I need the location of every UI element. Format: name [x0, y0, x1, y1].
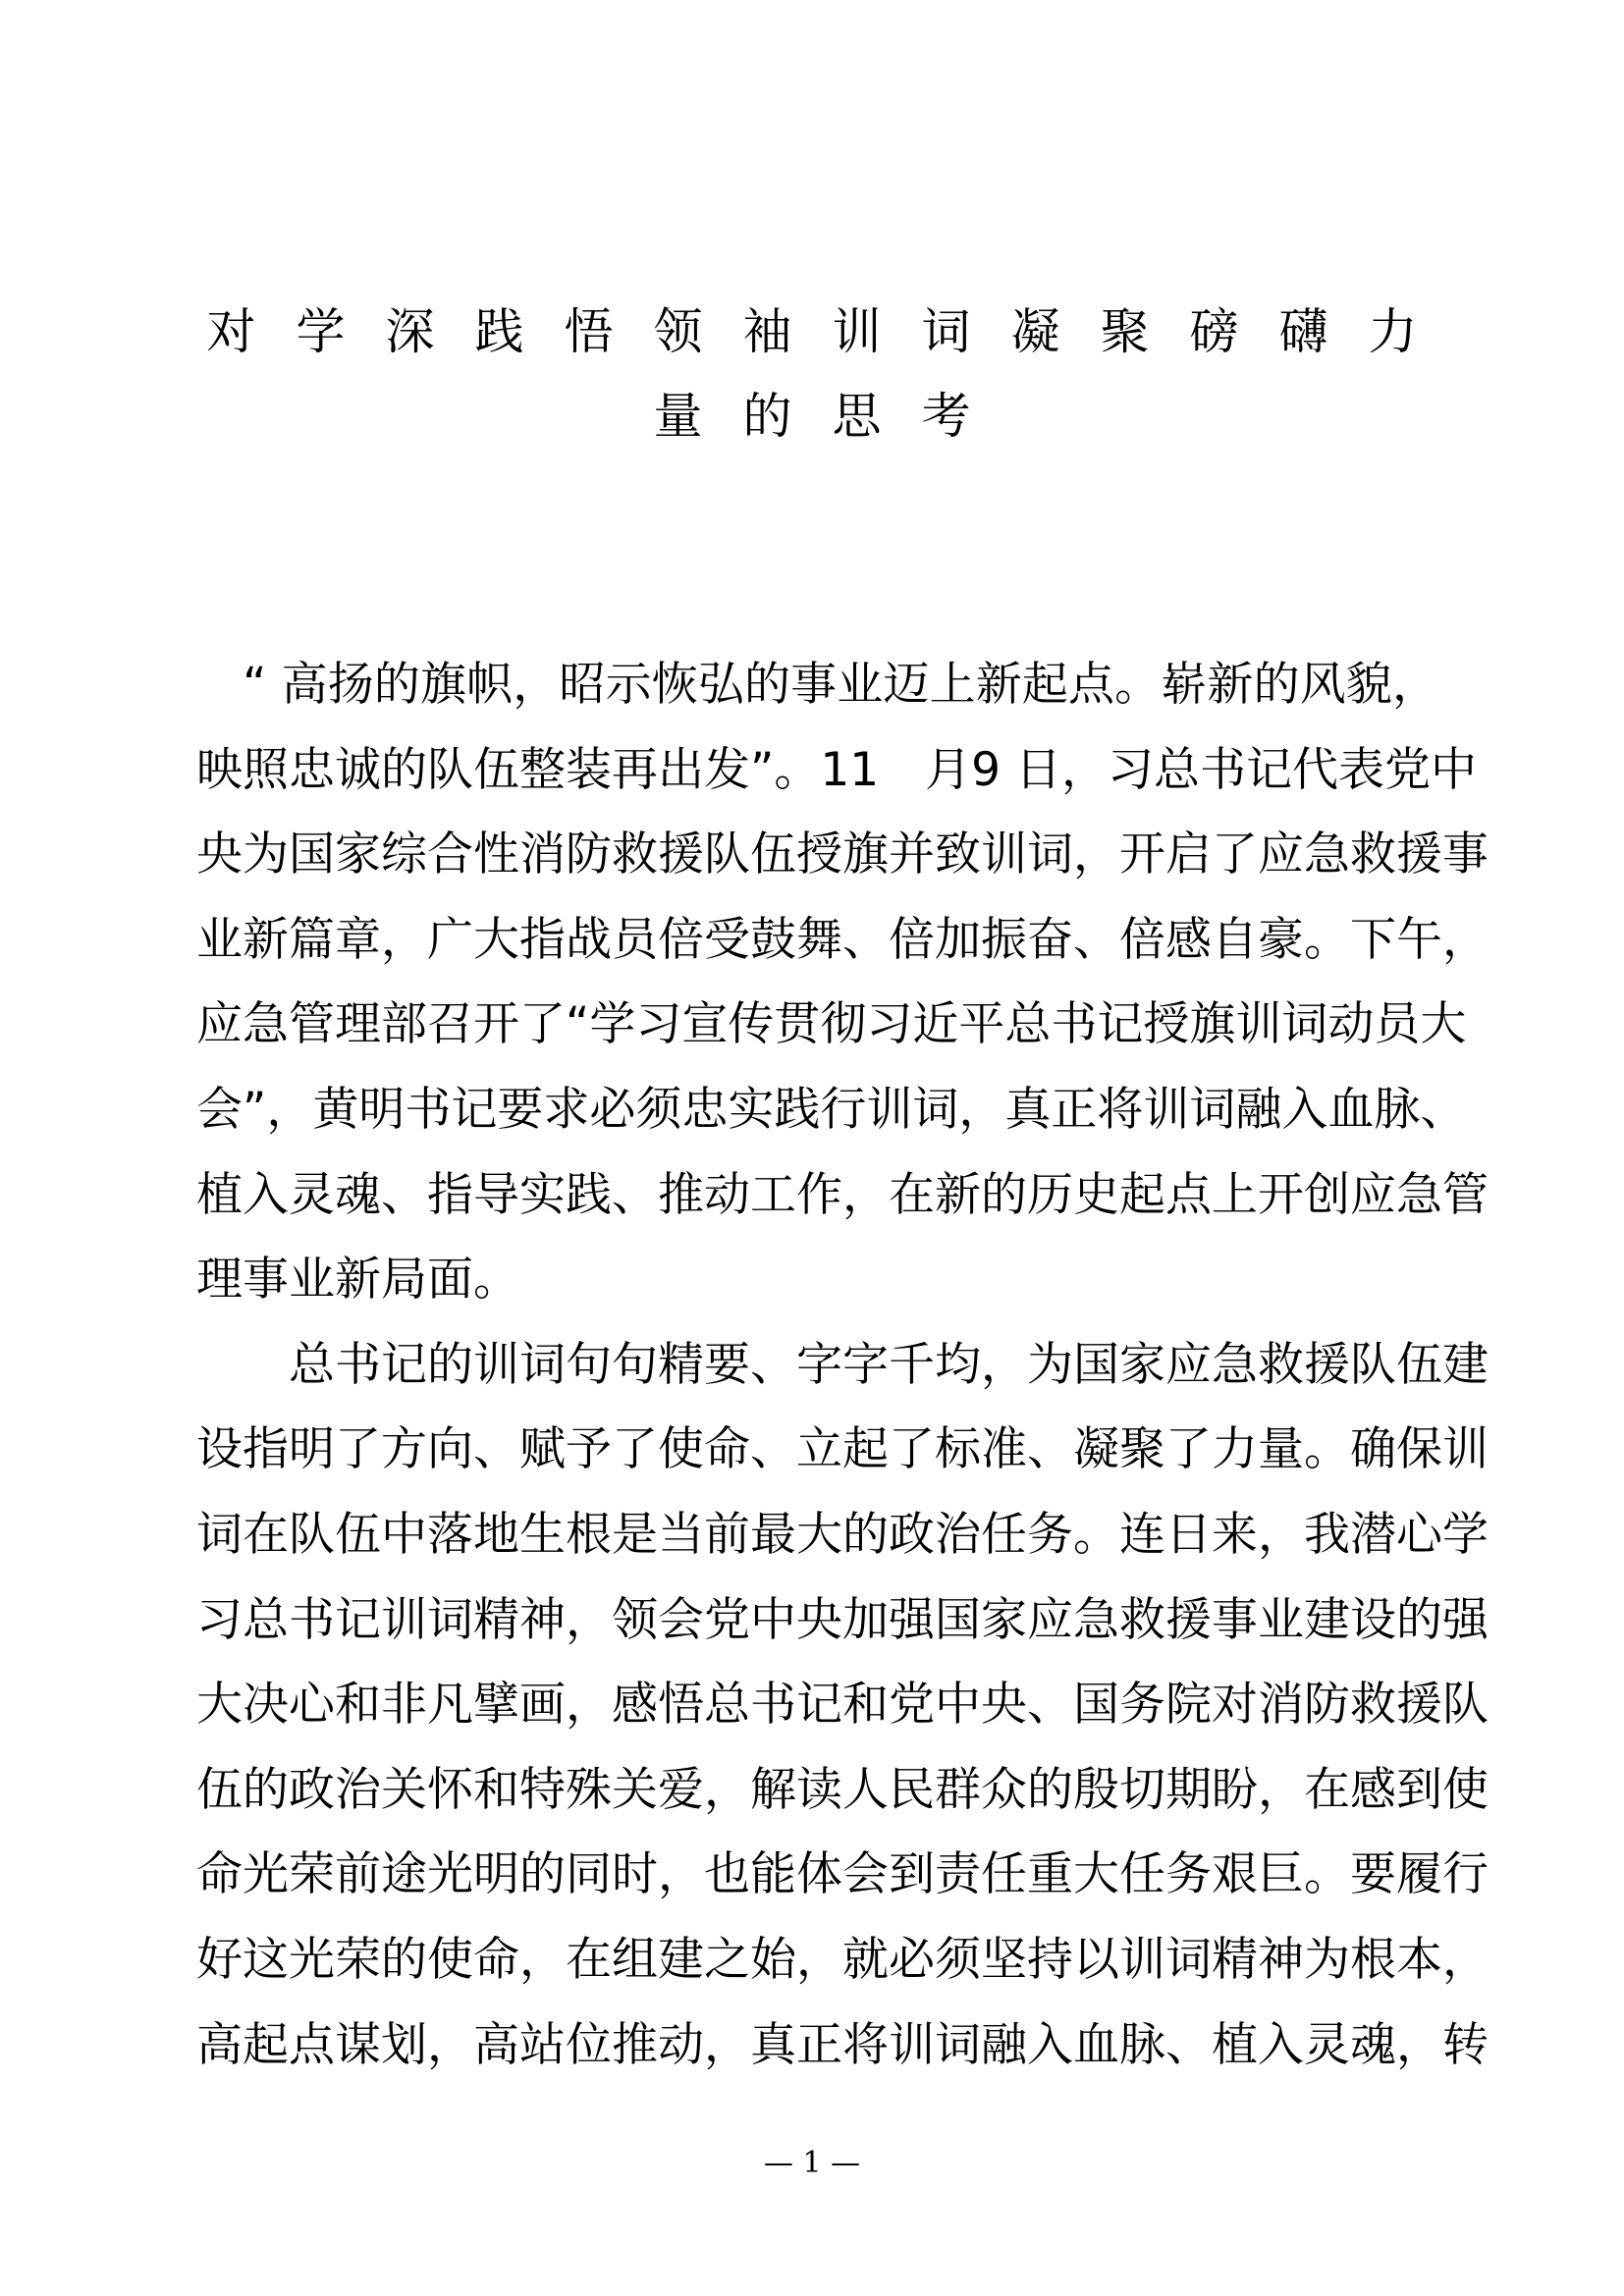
text-line: “ 高扬的旗帜，昭示恢弘的事业迈上新起点。崭新的风貌，	[196, 658, 1438, 712]
text-line: 词在队伍中落地生根是当前最大的政治任务。连日来，我潜心学	[196, 1507, 1489, 1562]
text-line: 业新篇章，广大指战员倍受鼓舞、倍加振奋、倍感自豪。下午，	[196, 912, 1489, 967]
text-line: 命光荣前途光明的同时，也能体会到责任重大任务艰巨。要履行	[196, 1847, 1489, 1902]
text-line: 央为国家综合性消防救援队伍授旗并致训词，开启了应急救援事	[196, 828, 1489, 882]
document-title-line-1: 对学深践悟领袖训词凝聚磅礴力	[206, 303, 1458, 360]
text-line: 会”，黄明书记要求必须忠实践行训词，真正将训词融入血脉、	[196, 1082, 1467, 1137]
paragraph	[196, 1323, 1489, 2088]
text-line: 植入灵魂、指导实践、推动工作，在新的历史起点上开创应急管	[196, 1167, 1489, 1222]
text-line: 好这光荣的使命，在组建之始，就必须坚持以训词精神为根本，	[196, 1932, 1489, 1987]
text-line: 理事业新局面。	[196, 1253, 519, 1308]
text-line: 大决心和非凡擘画，感悟总书记和党中央、国务院对消防救援队	[196, 1678, 1489, 1733]
text-line: 应急管理部召开了“学习宣传贯彻习近平总书记授旗训词动员大	[196, 997, 1467, 1052]
document-body	[196, 643, 1489, 2088]
text-line: 设指明了方向、赋予了使命、立起了标准、凝聚了力量。确保训	[196, 1422, 1489, 1477]
text-line: 伍的政治关怀和特殊关爱，解读人民群众的殷切期盼，在感到使	[196, 1762, 1489, 1817]
text-line: 总书记的训词句句精要、字字千均，为国家应急救援队伍建	[196, 1337, 1489, 1392]
paragraph	[196, 643, 1489, 1323]
text-line: 高起点谋划，高站位推动，真正将训词融入血脉、植入灵魂，转	[196, 2017, 1489, 2072]
text-line: 映照忠诚的队伍整装再出发”。11 月9 日，习总书记代表党中	[196, 742, 1477, 797]
text-line: 习总书记训词精神，领会党中央加强国家应急救援事业建设的强	[196, 1592, 1489, 1647]
document-title-line-2: 量的思考	[653, 388, 1011, 445]
page-number: — 1 —	[763, 2146, 861, 2180]
